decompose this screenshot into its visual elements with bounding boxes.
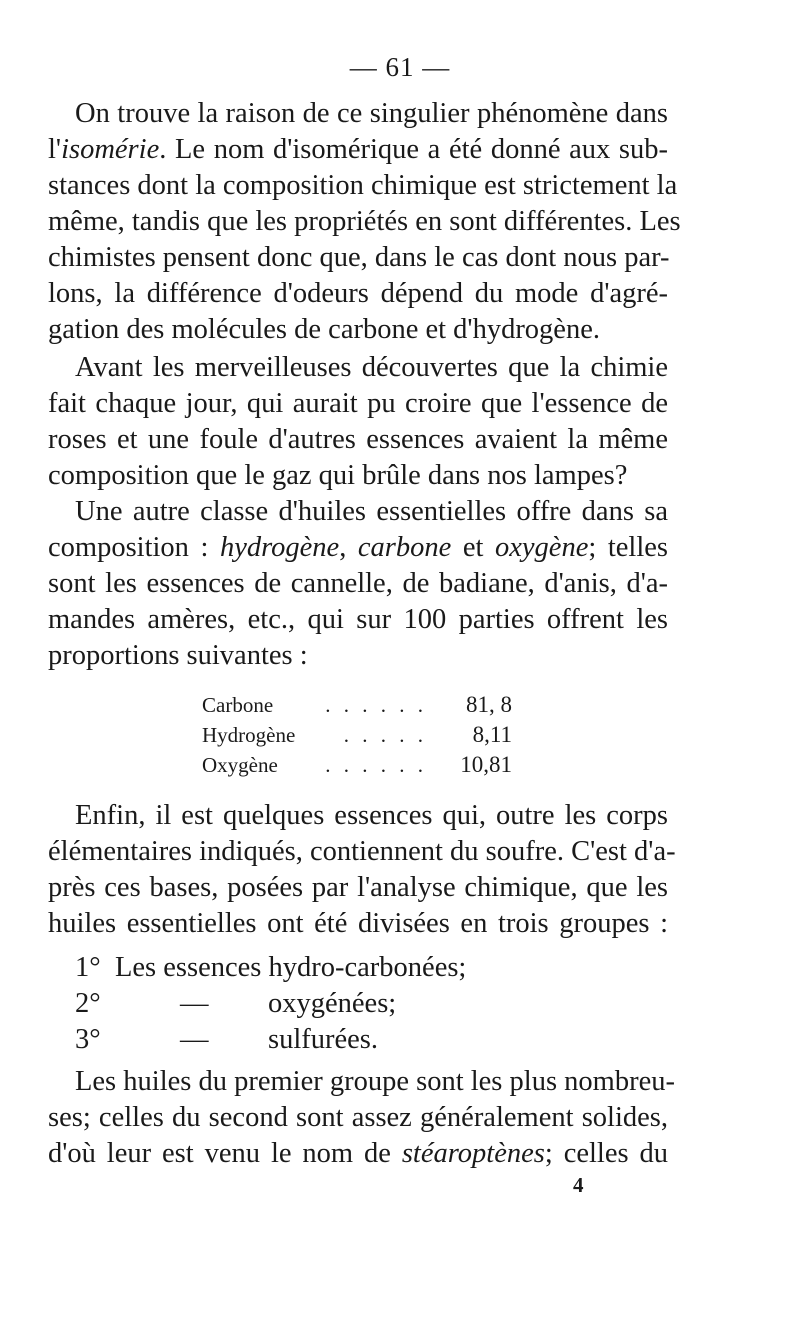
para4-line-1: Enfin, il est quelques essences qui, outre les corps — [75, 800, 668, 831]
para1-line-2: l'isomérie. Le nom d'isomérique a été donné aux sub- — [48, 134, 668, 165]
element-label: Hydrogène — [202, 723, 296, 747]
para3-line-3: sont les essences de cannelle, de badiane, d'anis, d'a- — [48, 568, 668, 599]
para1-line-1: On trouve la raison de ce singulier phénomène dans — [75, 98, 668, 129]
group-label: oxygénées; — [268, 988, 397, 1019]
italic-hydrogene: hydrogène — [219, 532, 340, 563]
para5-line-1: Les huiles du premier groupe sont les plus nombreu- — [75, 1066, 675, 1097]
para3-line-4: mandes amères, etc., qui sur 100 parties offrent les — [48, 604, 668, 635]
para1-line-5: chimistes pensent donc que, dans le cas dont nous par- — [48, 242, 670, 273]
isomerie-term: isomérie — [61, 134, 160, 165]
para1-line-3: stances dont la composition chimique est strictement la — [48, 170, 678, 201]
signature-mark: 4 — [573, 1173, 584, 1197]
para2-line-3: roses et une foule d'autres essences avaient la même — [48, 424, 668, 455]
para5-line-3: d'où leur est venu le nom de stéaroptènes; celles du — [48, 1138, 668, 1169]
table-row — [202, 690, 522, 720]
ditto-dash: — — [180, 988, 209, 1019]
italic-oxygene: oxygène — [495, 532, 589, 563]
leader-dots: . . . . . . — [325, 753, 427, 777]
para1-line-7: gation des molécules de carbone et d'hydrogène. — [48, 314, 600, 345]
para4-line-4: huiles essentielles ont été divisées en trois groupes : — [48, 908, 668, 939]
group-label: Les essences hydro-carbonées; — [115, 952, 467, 983]
group-label: sulfurées. — [268, 1024, 379, 1055]
table-row — [202, 750, 522, 780]
element-value: 81, 8 — [466, 692, 512, 717]
para3-line-5: proportions suivantes : — [48, 640, 308, 671]
para1-line-6: lons, la différence d'odeurs dépend du mode d'agré- — [48, 278, 668, 309]
italic-carbone: carbone — [357, 532, 452, 563]
para3-line-1: Une autre classe d'huiles essentielles offre dans sa — [75, 496, 668, 527]
group-number: 2° — [75, 988, 101, 1019]
element-value: 8,11 — [472, 722, 512, 747]
para4-line-3: près ces bases, posées par l'analyse chimique, que les — [48, 872, 668, 903]
para2-line-1: Avant les merveilleuses découvertes que la chimie — [75, 352, 668, 383]
element-label: Oxygène — [202, 753, 278, 777]
group-number: 1° — [75, 952, 101, 983]
para4-line-2: élémentaires indiqués, contiennent du soufre. C'est d'a- — [48, 836, 676, 867]
leader-dots: . . . . . — [343, 723, 427, 747]
para5-line-2: ses; celles du second sont assez généralement solides, — [48, 1102, 668, 1133]
group-number: 3° — [75, 1024, 101, 1055]
italic-stearoptenes: stéaroptènes — [401, 1138, 545, 1169]
element-value: 10,81 — [460, 752, 512, 777]
leader-dots: . . . . . . — [325, 693, 427, 717]
para3-line-2: composition : hydrogène, carbone et oxygène; telles — [48, 532, 668, 563]
para1-line-4: même, tandis que les propriétés en sont différentes. Les — [48, 206, 681, 237]
para2-line-2: fait chaque jour, qui aurait pu croire que l'essence de — [48, 388, 668, 419]
composition-table — [202, 690, 522, 780]
element-label: Carbone — [202, 693, 274, 717]
para2-line-4: composition que le gaz qui brûle dans nos lampes? — [48, 460, 628, 491]
page-number: — 61 — — [349, 52, 451, 82]
ditto-dash: — — [180, 1024, 209, 1055]
table-row — [202, 720, 522, 750]
